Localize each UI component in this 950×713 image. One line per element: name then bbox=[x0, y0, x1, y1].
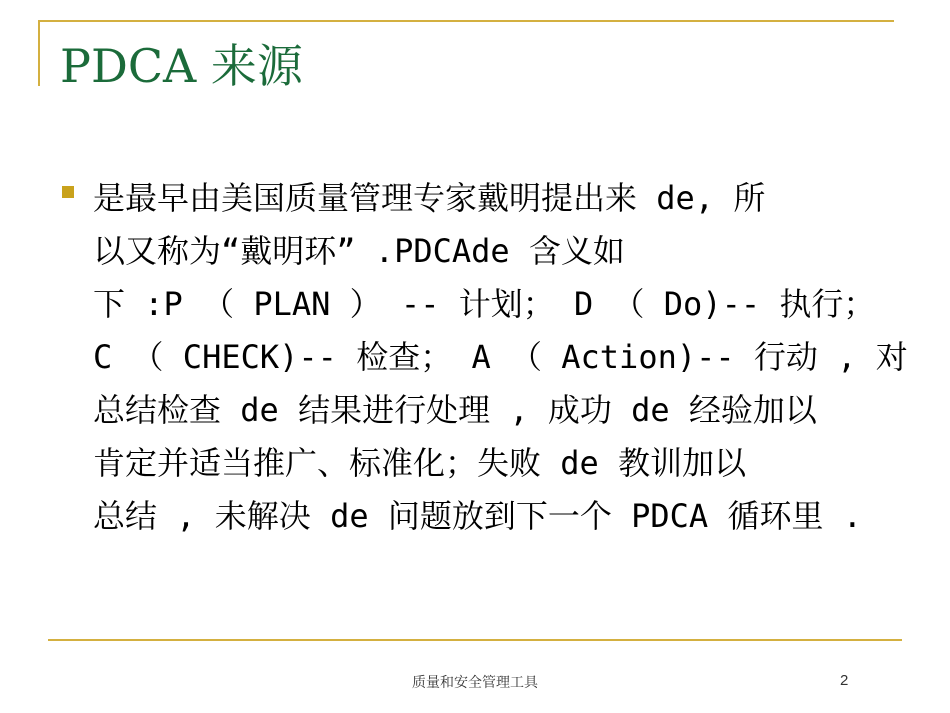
body-line: C （ CHECK)-- 检查； A （ Action)-- 行动 , 对 bbox=[93, 338, 908, 376]
body-line: 是最早由美国质量管理专家戴明提出来 de, 所 bbox=[93, 179, 766, 217]
slide-body bbox=[93, 172, 908, 543]
body-line: 以又称为“戴明环” .PDCAde 含义如 bbox=[93, 232, 625, 270]
slide-title: PDCA 来源 bbox=[60, 39, 303, 93]
bullet-square-icon bbox=[62, 186, 74, 198]
title-frame-top-rule bbox=[38, 20, 894, 22]
body-line: 总结检查 de 结果进行处理 , 成功 de 经验加以 bbox=[93, 391, 817, 429]
footer-rule bbox=[48, 639, 902, 641]
page-number: 2 bbox=[840, 672, 849, 689]
body-line: 肯定并适当推广、标准化；失败 de 教训加以 bbox=[93, 444, 747, 482]
body-line: 总结 , 未解决 de 问题放到下一个 PDCA 循环里 . bbox=[93, 497, 862, 535]
footer-title: 质量和安全管理工具 bbox=[412, 675, 538, 691]
body-line: 下 :P （ PLAN ） -- 计划； D （ Do)-- 执行； bbox=[93, 285, 876, 323]
title-frame-left-rule bbox=[38, 20, 40, 86]
